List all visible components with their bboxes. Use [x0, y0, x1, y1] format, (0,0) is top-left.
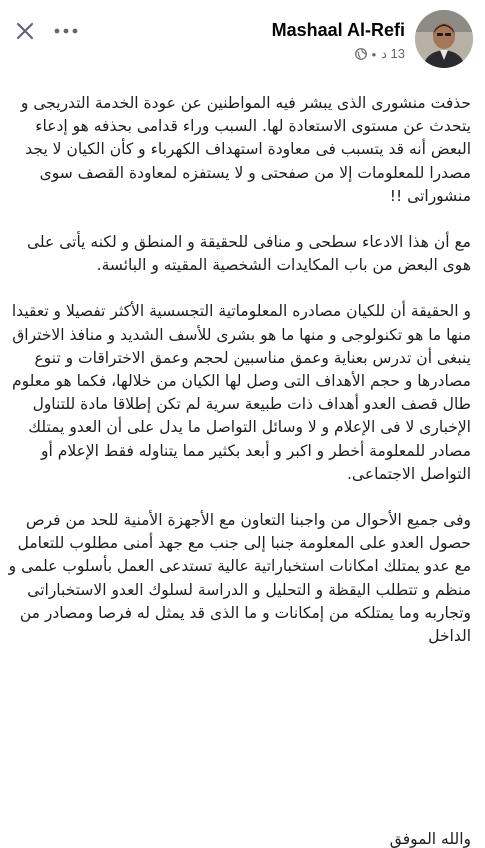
globe-icon	[355, 48, 367, 60]
post-signoff: والله الموفق	[389, 830, 471, 848]
post-paragraph-1: حذفت منشورى الذى يبشر فيه المواطنين عن عودة الخدمة التدريجى و يتحدث عن مستوى الاستعادة لها. السبب وراء قدامى بحذفه هو إدعاء البعض أنه قد يتسبب فى معاودة استهداف الكهرباء و كأن الكيان لا يجد مصدرا للمعلومات إلا من صفحتى و لا يستفزه لمعاودة القصف سوى منشوراتى !!	[20, 94, 471, 205]
profile-photo	[415, 10, 473, 68]
post-paragraph-4: وفى جميع الأحوال من واجبنا التعاون مع الأجهزة الأمنية للحد من فرص حصول العدو على المعلومة جنبا إلى جنب مع جهد أمنى مطلوب للتعامل مع عدو يمتلك امكانات استخباراتية عالية تستدعى العمل بأسلوب علمى و منظم و تتطلب اليقظة و التحليل و الدراسة لسلوك العدو الاستخباراتى وتجاربه وما يمتلكه من إمكانات و ما الذى قد يمثل له فرصا ومصادر من الداخل	[8, 511, 471, 646]
post-meta	[355, 46, 405, 62]
more-options-button[interactable]	[52, 20, 80, 42]
close-icon	[14, 20, 36, 42]
meta-separator: •	[371, 46, 377, 62]
more-horizontal-icon	[52, 20, 80, 42]
close-button[interactable]	[14, 20, 36, 42]
post-header	[0, 0, 485, 80]
avatar[interactable]	[415, 10, 473, 68]
post-paragraph-2: مع أن هذا الادعاء سطحى و منافى للحقيقة و المنطق و لكنه يأتى على هوى البعض من باب المكايدات الشخصية المقيته و البائسة.	[26, 233, 471, 275]
post-body	[8, 92, 471, 671]
post-paragraph-3: و الحقيقة أن للكيان مصادره المعلوماتية التجسسية الأكثر تفصيلا و تعقيدا منها ما هو تكنولوجى و منها ما هو بشرى للأسف الشديد و منافذ الاختراق ينبغى أن تدرس بعناية وعمق مناسبين لحجم وعمق الاختراقات و تنوع مصادرها و حجم الأهداف التى وصل لها الكيان من خلالها، فكما هو معلوم طال قصف العدو أهداف ذات طبيعة سرية لم تكن إطلاقا مادة للتناول الإخبارى لا فى الإعلام و لا وسائل التواصل ما يدل على أن العدو يمتلك مصادر للمعلومة أخطر و اكبر و أبعد بكثير مما يتناوله فقط الإعلام أو التواصل الاجتماعى.	[11, 302, 471, 483]
post-timestamp[interactable]: 13 د	[381, 46, 405, 61]
author-name[interactable]: Mashaal Al-Refi	[271, 20, 405, 40]
